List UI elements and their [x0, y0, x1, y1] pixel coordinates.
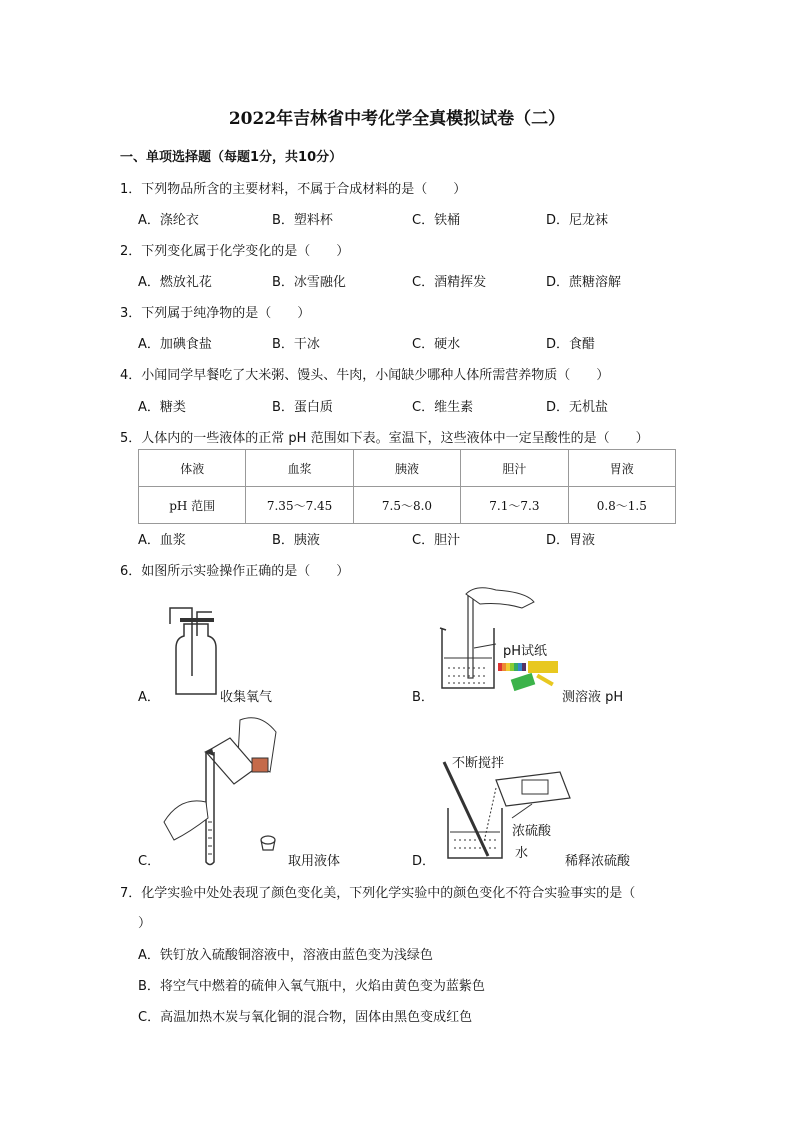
- q3-option-b[interactable]: B．干冰: [272, 337, 320, 352]
- ph-table-header-row: [139, 450, 676, 487]
- question-2-stem: 2．下列变化属于化学变化的是（ ）: [120, 244, 350, 259]
- question-5-stem: 5．人体内的一些液体的正常 pH 范围如下表。室温下，这些液体中一定呈酸性的是（ ）: [120, 431, 649, 446]
- page-title: 2022年吉林省中考化学全真模拟试卷（二）: [228, 109, 566, 129]
- gas-bottle-illustration: [168, 606, 228, 696]
- question-1-stem: 1．下列物品所含的主要材料，不属于合成材料的是（ ）: [120, 182, 467, 197]
- q2-option-d[interactable]: D．蔗糖溶解: [546, 275, 622, 290]
- ph-table-cell: 0.8～1.5: [568, 487, 675, 524]
- q4-option-c[interactable]: C．维生素: [412, 400, 474, 415]
- water-label: 水: [515, 846, 529, 861]
- fig-a-caption: 收集氧气: [220, 690, 273, 705]
- ph-table-cell: 胰液: [353, 450, 460, 487]
- fig-a-letter[interactable]: A．: [138, 690, 160, 705]
- q2-option-b[interactable]: B．冰雪融化: [272, 275, 346, 290]
- q3-option-d[interactable]: D．食醋: [546, 337, 596, 352]
- question-4-stem: 4．小闻同学早餐吃了大米粥、馒头、牛肉，小闻缺少哪种人体所需营养物质（ ）: [120, 368, 610, 383]
- fig-b-caption: 测溶液 pH: [562, 690, 624, 705]
- ph-table: [138, 449, 676, 524]
- section-heading: 一、单项选择题（每题1分，共10分）: [120, 150, 343, 165]
- fig-c-caption: 取用液体: [288, 854, 341, 869]
- ph-table-cell: 7.5～8.0: [353, 487, 460, 524]
- q4-option-a[interactable]: A．糖类: [138, 400, 186, 415]
- ph-table-cell: pH 范围: [139, 487, 246, 524]
- acid-label: 浓硫酸: [512, 824, 552, 839]
- q1-option-a[interactable]: A．涤纶衣: [138, 213, 199, 228]
- q4-option-b[interactable]: B．蛋白质: [272, 400, 333, 415]
- fig-c-letter[interactable]: C．: [138, 854, 161, 869]
- q5-option-b[interactable]: B．胰液: [272, 533, 320, 548]
- pouring-liquid-illustration: [160, 712, 285, 867]
- q1-option-c[interactable]: C．铁桶: [412, 213, 461, 228]
- q7-option-a[interactable]: A．铁钉放入硫酸铜溶液中，溶液由蓝色变为浅绿色: [138, 948, 433, 963]
- q5-option-d[interactable]: D．胃液: [546, 533, 596, 548]
- q3-option-a[interactable]: A．加碘食盐: [138, 337, 212, 352]
- fig-d-caption: 稀释浓硫酸: [565, 854, 631, 869]
- ph-paper-label: pH试纸: [503, 644, 548, 659]
- stir-label: 不断搅拌: [452, 756, 505, 771]
- question-7-stem: 7．化学实验中处处表现了颜色变化美，下列化学实验中的颜色变化不符合实验事实的是（: [120, 886, 636, 901]
- q2-option-a[interactable]: A．燃放礼花: [138, 275, 212, 290]
- ph-table-cell: 体液: [139, 450, 246, 487]
- q7-option-b[interactable]: B．将空气中燃着的硫伸入氧气瓶中，火焰由黄色变为蓝紫色: [138, 979, 485, 994]
- ph-table-cell: 胆汁: [461, 450, 568, 487]
- q5-option-a[interactable]: A．血浆: [138, 533, 186, 548]
- ph-table-cell: 7.35～7.45: [246, 487, 353, 524]
- q3-option-c[interactable]: C．硬水: [412, 337, 461, 352]
- fig-b-letter[interactable]: B．: [412, 690, 434, 705]
- ph-table-cell: 血浆: [246, 450, 353, 487]
- q1-option-b[interactable]: B．塑料杯: [272, 213, 333, 228]
- fig-d-letter[interactable]: D．: [412, 854, 436, 869]
- question-3-stem: 3．下列属于纯净物的是（ ）: [120, 306, 311, 321]
- question-7-stem-cont: ）: [138, 916, 152, 931]
- q4-option-d[interactable]: D．无机盐: [546, 400, 609, 415]
- q5-option-c[interactable]: C．胆汁: [412, 533, 461, 548]
- q1-option-d[interactable]: D．尼龙袜: [546, 213, 609, 228]
- question-6-stem: 6．如图所示实验操作正确的是（ ）: [120, 564, 350, 579]
- q2-option-c[interactable]: C．酒精挥发: [412, 275, 487, 290]
- ph-table-row: [139, 487, 676, 524]
- ph-table-cell: 胃液: [568, 450, 675, 487]
- q7-option-c[interactable]: C．高温加热木炭与氧化铜的混合物，固体由黑色变成红色: [138, 1010, 473, 1025]
- ph-table-cell: 7.1～7.3: [461, 487, 568, 524]
